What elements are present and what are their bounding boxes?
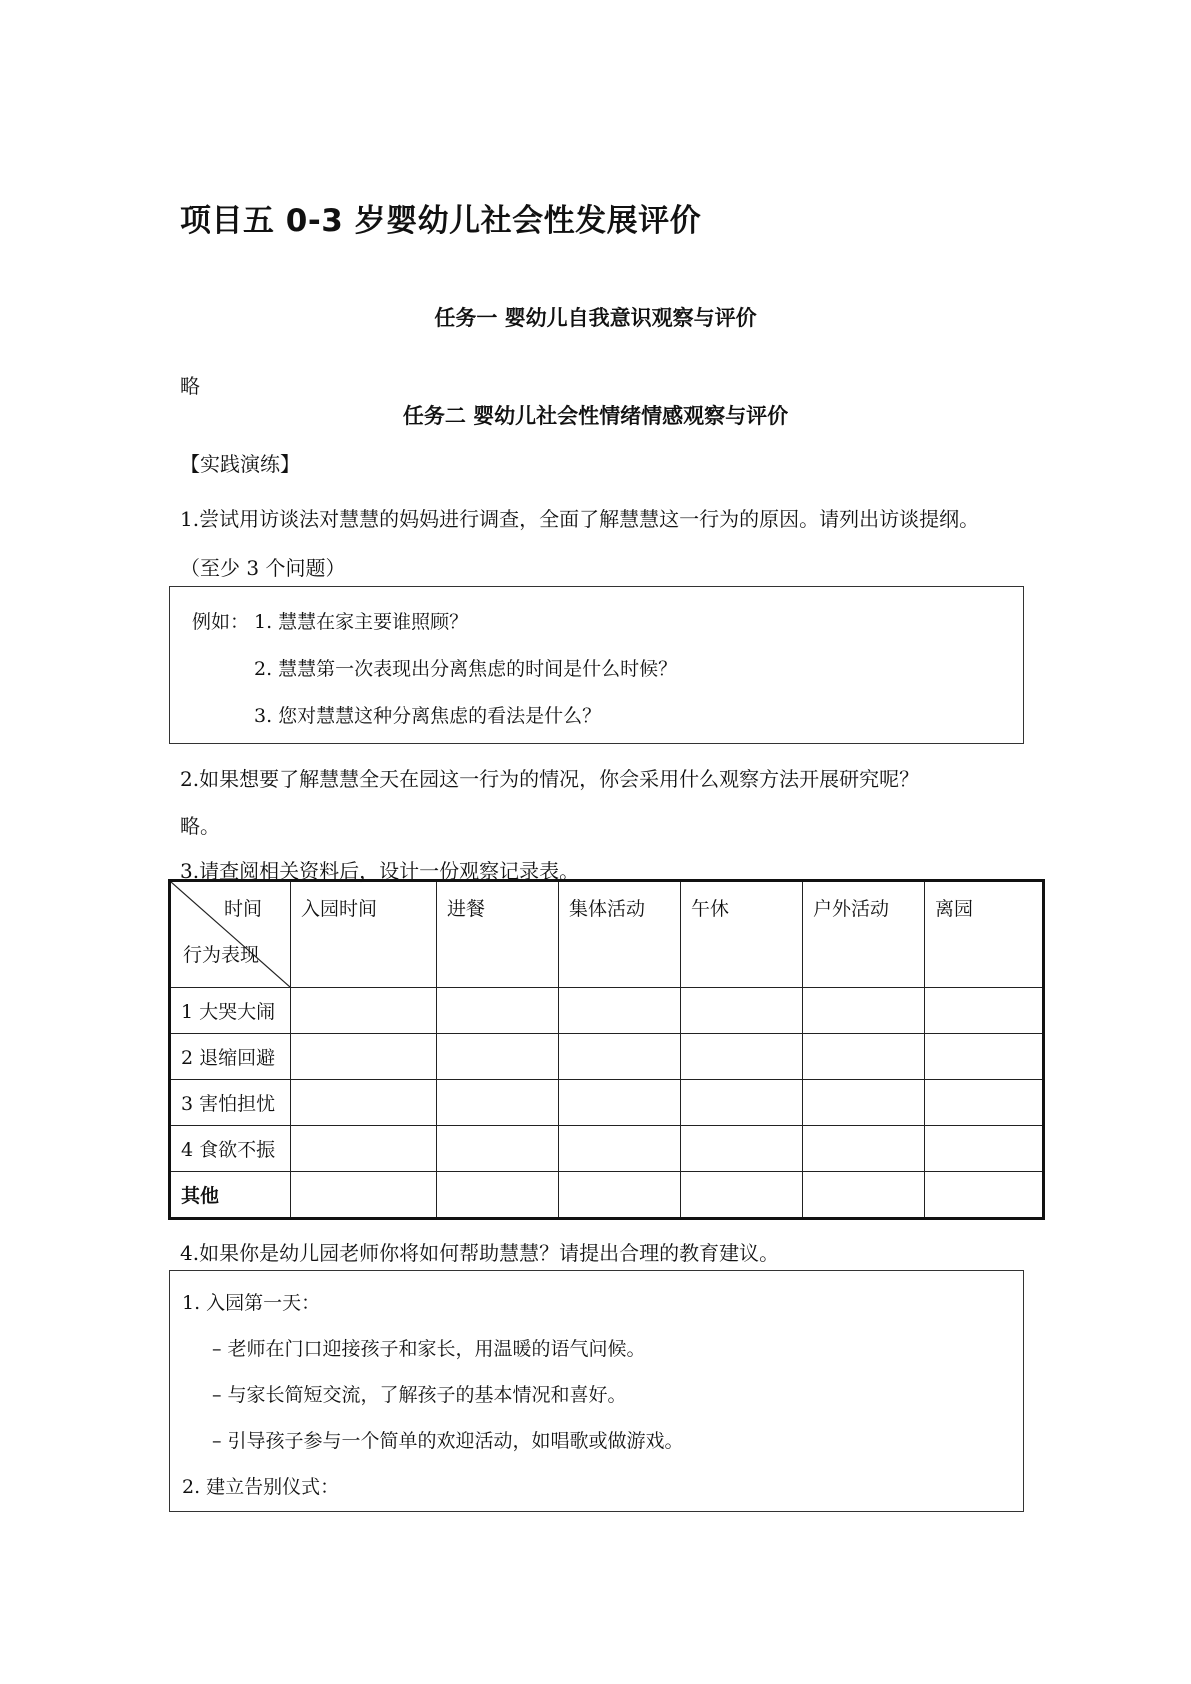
- section-label: 【实践演练】: [180, 452, 300, 476]
- observation-record-table: [168, 879, 1045, 1220]
- table-row: [170, 1034, 1044, 1080]
- table-cell[interactable]: [803, 1080, 925, 1126]
- interview-outline-box: [169, 586, 1024, 744]
- table-cell[interactable]: [559, 1172, 681, 1219]
- question-1: 1.尝试用访谈法对慧慧的妈妈进行调查，全面了解慧慧这一行为的原因。请列出访谈提纲。: [180, 507, 980, 531]
- column-header: 进餐: [437, 881, 559, 988]
- question-2: 2.如果想要了解慧慧全天在园这一行为的情况，你会采用什么观察方法开展研究呢？: [180, 767, 920, 791]
- table-cell[interactable]: [803, 1172, 925, 1219]
- row-header: 1 大哭大闹: [170, 988, 291, 1034]
- question-2-answer: 略。: [180, 814, 220, 838]
- column-header: 集体活动: [559, 881, 681, 988]
- suggestion-item-1: 1. 入园第一天：: [182, 1292, 321, 1314]
- suggestion-item-2: 2. 建立告别仪式：: [182, 1476, 340, 1498]
- table-cell[interactable]: [925, 1172, 1044, 1219]
- suggestion-bullet: – 引导孩子参与一个简单的欢迎活动，如唱歌或做游戏。: [212, 1430, 684, 1452]
- table-cell[interactable]: [291, 1080, 437, 1126]
- table-cell[interactable]: [291, 1172, 437, 1219]
- table-cell[interactable]: [437, 988, 559, 1034]
- column-header: 离园: [925, 881, 1044, 988]
- table-cell[interactable]: [681, 988, 803, 1034]
- task1-note: 略: [180, 374, 200, 398]
- diagonal-corner-cell: [170, 881, 291, 988]
- table-cell[interactable]: [559, 1080, 681, 1126]
- page-title: 项目五 0-3 岁婴幼儿社会性发展评价: [180, 203, 702, 239]
- table-header-row: [170, 881, 1044, 988]
- question-1-note: （至少 3 个问题）: [180, 556, 346, 580]
- table-cell[interactable]: [803, 1034, 925, 1080]
- example-prefix: 例如：: [192, 611, 250, 633]
- question-3: 3.请查阅相关资料后，设计一份观察记录表。: [180, 859, 580, 883]
- table-cell[interactable]: [437, 1080, 559, 1126]
- table-cell[interactable]: [925, 1080, 1044, 1126]
- table-cell[interactable]: [925, 988, 1044, 1034]
- table-row: [170, 1126, 1044, 1172]
- table-cell[interactable]: [437, 1034, 559, 1080]
- table-cell[interactable]: [291, 1034, 437, 1080]
- interview-question: 1. 慧慧在家主要谁照顾？: [254, 611, 469, 633]
- interview-question: 2. 慧慧第一次表现出分离焦虑的时间是什么时候？: [254, 658, 678, 680]
- table-cell[interactable]: [803, 1126, 925, 1172]
- suggestion-bullet: – 与家长简短交流，了解孩子的基本情况和喜好。: [212, 1384, 627, 1406]
- row-header: 2 退缩回避: [170, 1034, 291, 1080]
- table-cell[interactable]: [925, 1034, 1044, 1080]
- column-header: 户外活动: [803, 881, 925, 988]
- row-header: 3 害怕担忧: [170, 1080, 291, 1126]
- interview-question: 3. 您对慧慧这种分离焦虑的看法是什么？: [254, 705, 602, 727]
- table-row: [170, 1080, 1044, 1126]
- task2-heading: 任务二 婴幼儿社会性情绪情感观察与评价: [402, 404, 789, 428]
- column-header: 午休: [681, 881, 803, 988]
- education-suggestions-box: [169, 1270, 1024, 1512]
- table-cell[interactable]: [559, 1126, 681, 1172]
- table-row: [170, 1172, 1044, 1219]
- table-cell[interactable]: [681, 1126, 803, 1172]
- table-cell[interactable]: [291, 1126, 437, 1172]
- table-cell[interactable]: [681, 1034, 803, 1080]
- table-cell[interactable]: [925, 1126, 1044, 1172]
- suggestion-bullet: – 老师在门口迎接孩子和家长，用温暖的语气问候。: [212, 1338, 646, 1360]
- table-cell[interactable]: [291, 988, 437, 1034]
- table-cell[interactable]: [803, 988, 925, 1034]
- table-cell[interactable]: [559, 988, 681, 1034]
- column-header: 入园时间: [291, 881, 437, 988]
- table-cell[interactable]: [681, 1172, 803, 1219]
- corner-label-behavior: 行为表现: [183, 944, 260, 966]
- row-header: 其他: [170, 1172, 291, 1219]
- corner-label-time: 时间: [223, 898, 262, 920]
- table-cell[interactable]: [437, 1172, 559, 1219]
- table-cell[interactable]: [681, 1080, 803, 1126]
- task1-heading: 任务一 婴幼儿自我意识观察与评价: [434, 306, 757, 330]
- row-header: 4 食欲不振: [170, 1126, 291, 1172]
- question-4: 4.如果你是幼儿园老师你将如何帮助慧慧？请提出合理的教育建议。: [180, 1241, 780, 1265]
- table-cell[interactable]: [437, 1126, 559, 1172]
- table-row: [170, 988, 1044, 1034]
- table-cell[interactable]: [559, 1034, 681, 1080]
